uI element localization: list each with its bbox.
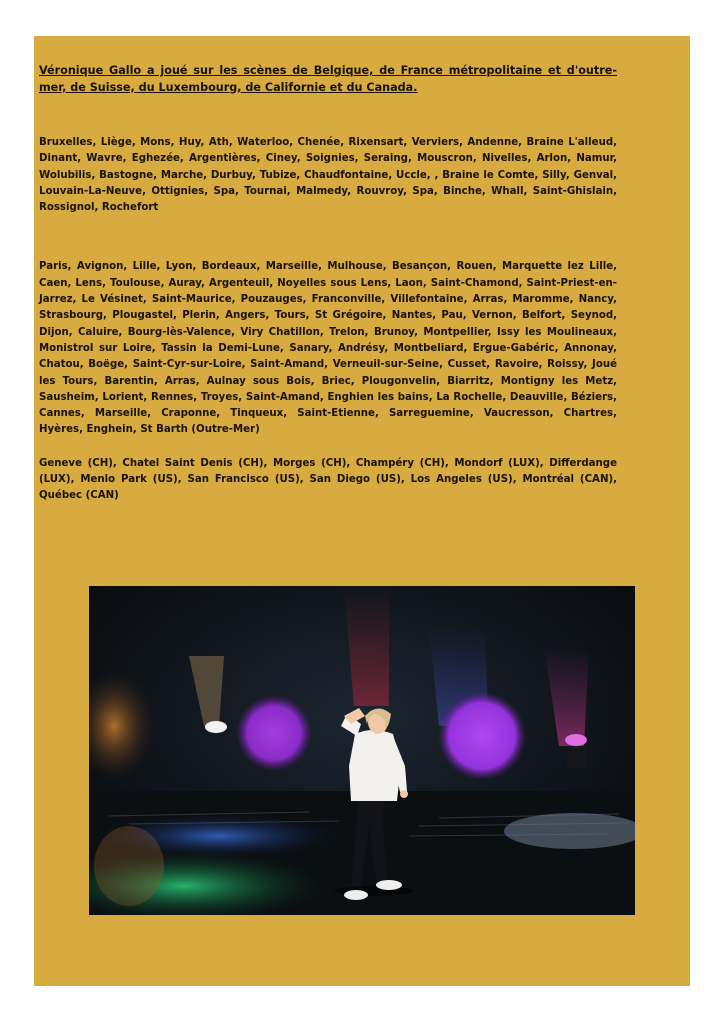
page-heading: Véronique Gallo a joué sur les scènes de Belgique, de France métropolitaine et d'outre-mer, de Suisse, du Luxembourg, de Californie et du Canada. (39, 64, 617, 94)
foreground-blur (94, 826, 164, 906)
stage-photo (89, 586, 635, 915)
purple-spotlight-left (236, 695, 312, 771)
speaker-stand (567, 746, 585, 768)
france-venues: Paris, Avignon, Lille, Lyon, Bordeaux, Marseille, Mulhouse, Besançon, Rouen, Marquette lez Lille, Caen, Lens, Toulouse, Auray, Argenteuil, Noyelles sous Lens, Laon, Saint-Chamond, Saint-Priest-en-Jarrez, Le Vésinet, Saint-Maurice, Pouzauges, Franconville, Villefontaine, Arras, Maromme, Nancy, Strasbourg, Plougastel, Plerin, Angers, Tours, St Grégoire, Nantes, Pau, Vernon, Belfort, Seynod, Dijon, Caluire, Bourg-lès-Valence, Viry Chatillon, Trelon, Brunoy, Montpellier, Issy les Moulineaux, Monistrol sur Loire, Tassin la Demi-Lune, Sanary, Andrésy, Montbeliard, Ergue-Gabéric, Annonay, Chatou, Boëge, Saint-Cyr-sur-Loire, Saint-Amand, Verneuil-sur-Seine, Cusset, Ravoire, Roissy, Joué les Tours, Barentin, Arras, Aulnay sous Bois, Briec, Plougonvelin, Biarritz, Montigny les Metz, Sausheim, Lorient, Rennes, Troyes, Saint-Amand, Enghien les bains, La Rochelle, Deauville, Béziers, Cannes, Marseille, Craponne, Tinqueux, Saint-Etienne, Sarreguemine, Vaucresson, Chartres, Hyères, Enghein, St Barth (Outre-Mer) (39, 261, 617, 436)
venues-text-block (39, 63, 617, 505)
purple-spotlight-right (438, 692, 526, 780)
international-venues: Geneve (CH), Chatel Saint Denis (CH), Morges (CH), Champéry (CH), Mondorf (LUX), Differdange (LUX), Menlo Park (US), San Francisco (US), San Diego (US), Los Angeles (US), Montréal (CAN), Québec (CAN) (39, 457, 617, 502)
stage-light-fixture-left (205, 721, 227, 733)
stage-light-fixture-right (565, 734, 587, 746)
belgium-venues: Bruxelles, Liège, Mons, Huy, Ath, Waterloo, Chenée, Rixensart, Verviers, Andenne, Braine L'alleud, Dinant, Wavre, Eghezée, Argentières, Ciney, Soignies, Seraing, Mouscron, Nivelles, Arlon, Namur, Wolubilis, Bastogne, Marche, Durbuy, Tubize, Chaudfontaine, Uccle, , Braine le Comte, Silly, Genval, Louvain-La-Neuve, Ottignies, Spa, Tournai, Malmedy, Rouvroy, Spa, Binche, Whall, Saint-Ghislain, Rossignol, Rochefort (39, 137, 617, 214)
